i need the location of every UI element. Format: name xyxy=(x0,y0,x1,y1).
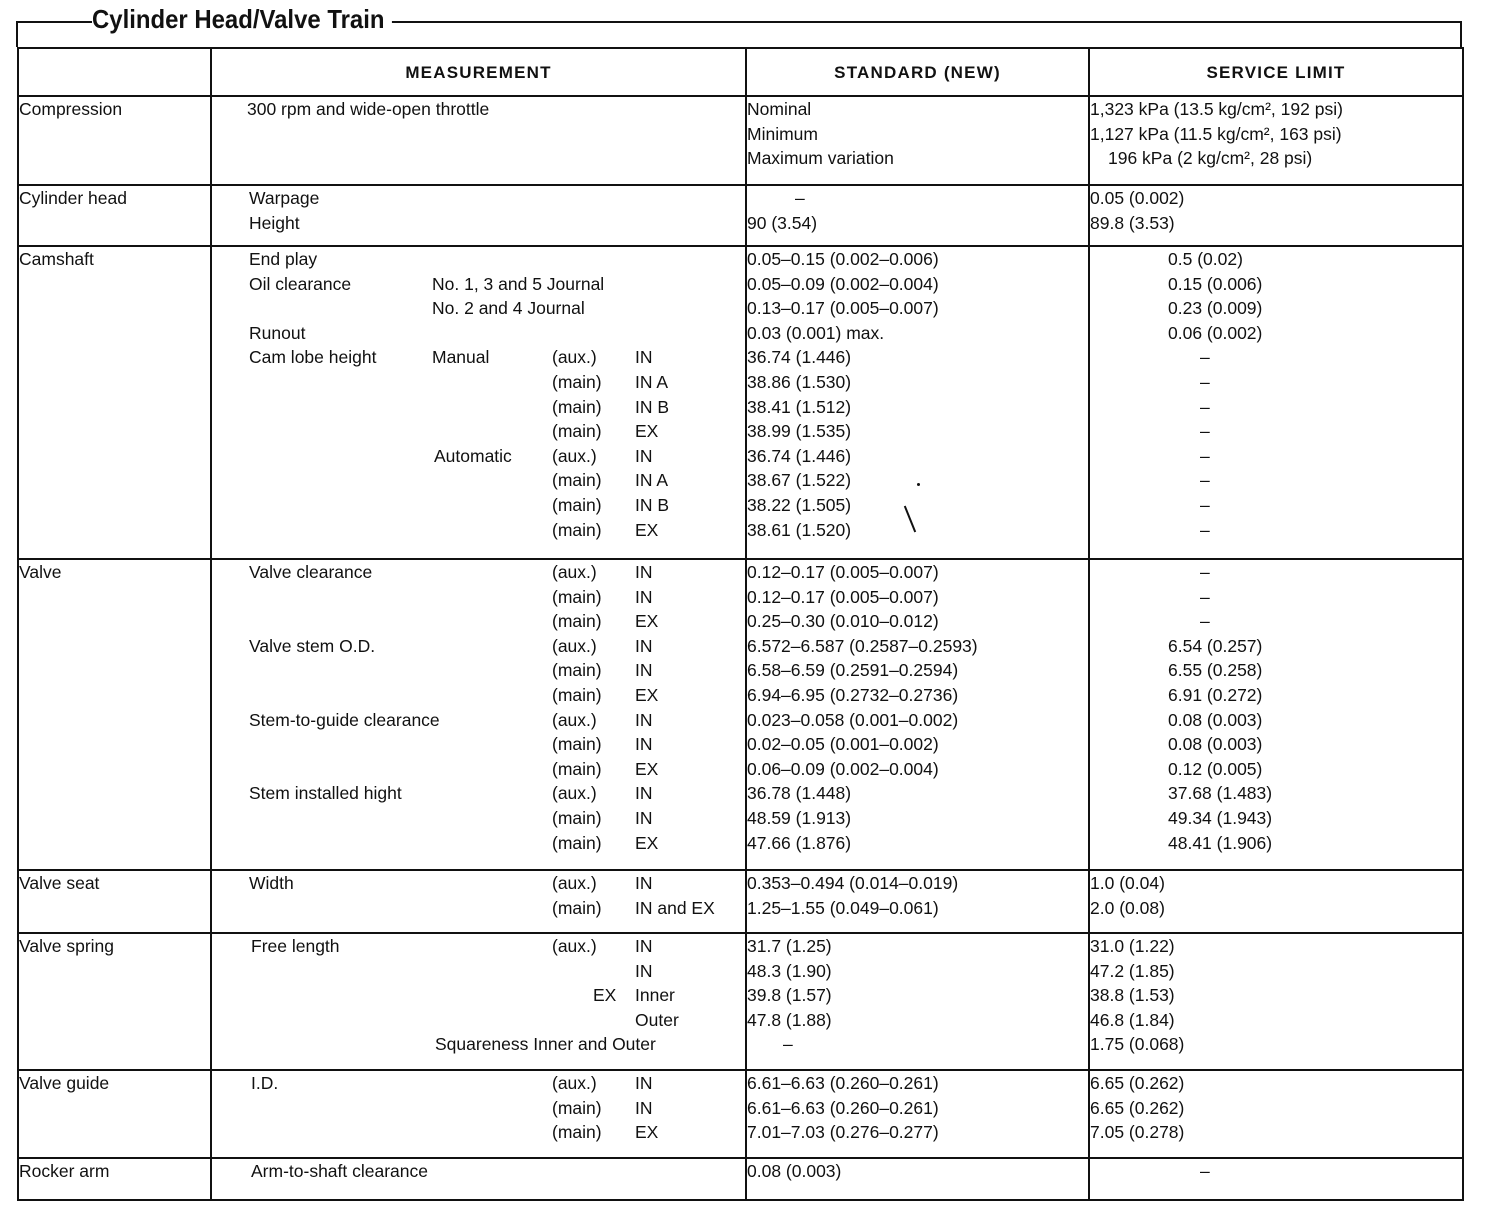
limit-value: 0.12 (0.005) xyxy=(1168,758,1263,779)
limit-value: 38.8 (1.53) xyxy=(1090,985,1175,1006)
valve-label: IN xyxy=(635,1073,653,1093)
item-label: Valve clearance xyxy=(249,562,373,582)
valve-label: EX xyxy=(635,421,659,442)
type-label: (main) xyxy=(552,660,602,681)
sub-label: Manual xyxy=(432,347,490,368)
type-label: (main) xyxy=(552,396,602,417)
limit-value: – xyxy=(1200,371,1210,392)
standard-label: Minimum xyxy=(747,123,818,144)
valve-label: IN xyxy=(635,1097,653,1118)
header-standard: STANDARD (NEW) xyxy=(746,48,1089,96)
type-label: (aux.) xyxy=(552,709,597,730)
item-label: End play xyxy=(249,249,318,269)
standard-value: 38.86 (1.530) xyxy=(747,371,852,392)
limit-cell xyxy=(1089,1158,1463,1200)
limit-value: – xyxy=(1200,396,1210,417)
standard-value: 0.023–0.058 (0.001–0.002) xyxy=(747,709,959,730)
standard-value: 1.25–1.55 (0.049–0.061) xyxy=(747,897,939,918)
standard-value: 6.61–6.63 (0.260–0.261) xyxy=(747,1073,939,1093)
section-cylinder-head xyxy=(18,185,1463,246)
type-label: (main) xyxy=(552,586,602,607)
limit-cell xyxy=(1089,185,1463,246)
section-valve-seat xyxy=(18,870,1463,933)
standard-value: 48.3 (1.90) xyxy=(747,960,832,981)
type-label: (aux.) xyxy=(552,635,597,656)
section-rocker-arm xyxy=(18,1158,1463,1200)
standard-value: 0.06–0.09 (0.002–0.004) xyxy=(747,758,939,779)
type-label: (main) xyxy=(552,519,602,540)
standard-value: 6.572–6.587 (0.2587–0.2593) xyxy=(747,635,978,656)
valve-label: IN A xyxy=(635,371,669,392)
standard-value: 36.78 (1.448) xyxy=(747,783,852,804)
standard-value: 0.05–0.15 (0.002–0.006) xyxy=(747,249,939,269)
measurement-condition: 300 rpm and wide-open throttle xyxy=(247,99,490,119)
standard-value: 6.61–6.63 (0.260–0.261) xyxy=(747,1097,939,1118)
limit-value: 37.68 (1.483) xyxy=(1168,783,1273,804)
valve-label: IN xyxy=(635,445,653,466)
limit-cell xyxy=(1089,559,1463,870)
standard-value: 48.59 (1.913) xyxy=(747,807,852,828)
type-label: (aux.) xyxy=(552,445,597,466)
limit-value: 2.0 (0.08) xyxy=(1090,897,1165,918)
type-label: (aux.) xyxy=(552,783,597,804)
type-label: (aux.) xyxy=(552,936,597,956)
standard-value: 90 (3.54) xyxy=(747,212,818,233)
type-label: (main) xyxy=(552,1122,602,1143)
limit-value: – xyxy=(1200,445,1210,466)
limit-value: 0.08 (0.003) xyxy=(1168,734,1263,755)
limit-value: 47.2 (1.85) xyxy=(1090,960,1175,981)
limit-value: – xyxy=(1200,494,1210,515)
section-camshaft xyxy=(18,246,1463,559)
standard-cell xyxy=(746,1158,1089,1200)
pen-mark-dot xyxy=(917,483,920,486)
standard-cell xyxy=(746,246,1089,559)
limit-value: 89.8 (3.53) xyxy=(1090,212,1175,233)
limit-value: – xyxy=(1200,519,1210,540)
header-row xyxy=(18,48,1463,96)
type-label: (main) xyxy=(552,421,602,442)
limit-value: 0.06 (0.002) xyxy=(1168,322,1263,343)
valve-label: IN xyxy=(635,347,653,368)
standard-value: 0.03 (0.001) max. xyxy=(747,322,885,343)
limit-value: 0.15 (0.006) xyxy=(1168,273,1263,294)
standard-value: 0.25–0.30 (0.010–0.012) xyxy=(747,611,939,632)
valve-label: IN xyxy=(635,873,653,893)
limit-value: – xyxy=(1200,470,1210,491)
valve-label: IN xyxy=(635,734,653,755)
standard-cell xyxy=(746,1070,1089,1158)
valve-label: Outer xyxy=(635,1009,679,1030)
limit-value: 7.05 (0.278) xyxy=(1090,1122,1185,1143)
type-label: (main) xyxy=(552,494,602,515)
section-valve-spring xyxy=(18,933,1463,1070)
standard-cell xyxy=(746,933,1089,1070)
standard-value: 0.08 (0.003) xyxy=(747,1161,842,1181)
standard-value: 38.99 (1.535) xyxy=(747,421,852,442)
valve-label: IN A xyxy=(635,470,669,491)
standard-cell xyxy=(746,185,1089,246)
standard-value: 36.74 (1.446) xyxy=(747,347,852,368)
section-valve-guide xyxy=(18,1070,1463,1158)
standard-cell xyxy=(746,559,1089,870)
sub-label: Automatic xyxy=(434,445,512,466)
item-label: Width xyxy=(249,873,294,893)
limit-value: 31.0 (1.22) xyxy=(1090,936,1175,956)
standard-value: 38.22 (1.505) xyxy=(747,494,852,515)
limit-cell xyxy=(1089,246,1463,559)
valve-label: IN xyxy=(635,936,653,956)
standard-label: Maximum variation xyxy=(747,148,894,169)
item-label: Arm-to-shaft clearance xyxy=(251,1161,429,1181)
measurement-cell xyxy=(211,96,746,185)
limit-value: 6.54 (0.257) xyxy=(1168,635,1263,656)
valve-label: EX xyxy=(635,611,659,632)
standard-value: 0.353–0.494 (0.014–0.019) xyxy=(747,873,959,893)
valve-label: EX xyxy=(635,758,659,779)
category-label: Valve guide xyxy=(18,1070,211,1158)
standard-label: Nominal xyxy=(747,99,812,119)
limit-value: – xyxy=(1200,1161,1210,1181)
category-label: Cylinder head xyxy=(18,185,211,246)
measurement-cell xyxy=(211,246,746,559)
standard-value: 6.58–6.59 (0.2591–0.2594) xyxy=(747,660,959,681)
category-label: Valve seat xyxy=(18,870,211,933)
standard-value: 0.13–0.17 (0.005–0.007) xyxy=(747,298,939,319)
limit-value: – xyxy=(1200,562,1210,582)
type-label: (aux.) xyxy=(552,1073,597,1093)
measurement-cell xyxy=(211,1070,746,1158)
limit-value: 6.65 (0.262) xyxy=(1090,1097,1185,1118)
item-label: I.D. xyxy=(251,1073,279,1093)
standard-value: 39.8 (1.57) xyxy=(747,985,832,1006)
valve-label: IN B xyxy=(635,494,670,515)
limit-value: – xyxy=(1200,347,1210,368)
type-label: EX xyxy=(593,985,617,1006)
standard-value: 47.66 (1.876) xyxy=(747,832,852,853)
limit-cell xyxy=(1089,96,1463,185)
type-label: (main) xyxy=(552,371,602,392)
limit-value: 1,323 kPa (13.5 kg/cm², 192 psi) xyxy=(1090,99,1343,119)
type-label: (aux.) xyxy=(552,347,597,368)
type-label: (main) xyxy=(552,758,602,779)
item-label: Height xyxy=(249,212,300,233)
standard-value: 47.8 (1.88) xyxy=(747,1009,832,1030)
valve-label: EX xyxy=(635,519,659,540)
valve-label: Inner xyxy=(635,985,675,1006)
item-label: Squareness Inner and Outer xyxy=(435,1034,656,1055)
standard-value: 0.02–0.05 (0.001–0.002) xyxy=(747,734,939,755)
limit-value: 48.41 (1.906) xyxy=(1168,832,1273,853)
type-label: (main) xyxy=(552,1097,602,1118)
standard-value: 7.01–7.03 (0.276–0.277) xyxy=(747,1122,939,1143)
category-label: Camshaft xyxy=(18,246,211,559)
limit-value: – xyxy=(1200,421,1210,442)
section-title: Cylinder Head/Valve Train xyxy=(92,4,392,35)
limit-value: 0.23 (0.009) xyxy=(1168,298,1263,319)
standard-value: 38.67 (1.522) xyxy=(747,470,852,491)
measurement-cell xyxy=(211,870,746,933)
type-label: (main) xyxy=(552,832,602,853)
item-label: Runout xyxy=(249,322,306,343)
valve-label: IN xyxy=(635,562,653,582)
item-label: Warpage xyxy=(249,188,320,208)
limit-cell xyxy=(1089,1070,1463,1158)
standard-cell xyxy=(746,870,1089,933)
measurement-cell xyxy=(211,185,746,246)
valve-label: EX xyxy=(635,684,659,705)
limit-value: 6.91 (0.272) xyxy=(1168,684,1263,705)
frame-left-rule xyxy=(16,21,18,47)
valve-label: IN B xyxy=(635,396,670,417)
valve-label: IN xyxy=(635,960,653,981)
limit-value: 0.08 (0.003) xyxy=(1168,709,1263,730)
limit-cell xyxy=(1089,933,1463,1070)
section-compression xyxy=(18,96,1463,185)
limit-value: 1.0 (0.04) xyxy=(1090,873,1165,893)
item-label: Stem installed hight xyxy=(249,783,402,804)
limit-value: 6.55 (0.258) xyxy=(1168,660,1263,681)
standard-value: 0.12–0.17 (0.005–0.007) xyxy=(747,586,939,607)
standard-cell xyxy=(746,96,1089,185)
standard-value: 31.7 (1.25) xyxy=(747,936,832,956)
limit-value: 46.8 (1.84) xyxy=(1090,1009,1175,1030)
type-label: (main) xyxy=(552,684,602,705)
item-label: Cam lobe height xyxy=(249,347,377,368)
limit-cell xyxy=(1089,870,1463,933)
standard-value: 0.12–0.17 (0.005–0.007) xyxy=(747,562,939,582)
limit-value: 196 kPa (2 kg/cm², 28 psi) xyxy=(1108,148,1313,169)
valve-label: IN xyxy=(635,783,653,804)
item-label: Oil clearance xyxy=(249,273,352,294)
standard-value: – xyxy=(783,1034,793,1055)
limit-value: – xyxy=(1200,611,1210,632)
standard-value: 0.05–0.09 (0.002–0.004) xyxy=(747,273,939,294)
spec-table xyxy=(17,47,1464,1201)
item-label: Stem-to-guide clearance xyxy=(249,709,440,730)
limit-value: 1.75 (0.068) xyxy=(1090,1034,1185,1055)
category-label: Valve spring xyxy=(18,933,211,1070)
valve-label: IN xyxy=(635,660,653,681)
category-label: Rocker arm xyxy=(18,1158,211,1200)
valve-label: IN and EX xyxy=(635,897,715,918)
standard-value: 38.61 (1.520) xyxy=(747,519,852,540)
type-label: (aux.) xyxy=(552,873,597,893)
standard-value: 6.94–6.95 (0.2732–0.2736) xyxy=(747,684,959,705)
type-label: (main) xyxy=(552,897,602,918)
valve-label: IN xyxy=(635,709,653,730)
category-label: Valve xyxy=(18,559,211,870)
valve-label: IN xyxy=(635,586,653,607)
standard-value: 36.74 (1.446) xyxy=(747,445,852,466)
sub-label: No. 1, 3 and 5 Journal xyxy=(432,273,605,294)
valve-label: IN xyxy=(635,635,653,656)
standard-value: – xyxy=(795,188,805,208)
limit-value: 6.65 (0.262) xyxy=(1090,1073,1185,1093)
type-label: (main) xyxy=(552,734,602,755)
type-label: (aux.) xyxy=(552,562,597,582)
limit-value: – xyxy=(1200,586,1210,607)
section-valve xyxy=(18,559,1463,870)
measurement-cell xyxy=(211,559,746,870)
category-label: Compression xyxy=(18,96,211,185)
valve-label: EX xyxy=(635,1122,659,1143)
header-service-limit: SERVICE LIMIT xyxy=(1089,48,1463,96)
limit-value: 49.34 (1.943) xyxy=(1168,807,1273,828)
limit-value: 0.5 (0.02) xyxy=(1168,249,1243,269)
limit-value: 1,127 kPa (11.5 kg/cm², 163 psi) xyxy=(1090,123,1342,144)
frame-right-rule xyxy=(1460,21,1462,47)
measurement-cell xyxy=(211,933,746,1070)
item-label: Free length xyxy=(251,936,340,956)
type-label: (main) xyxy=(552,611,602,632)
item-label: Valve stem O.D. xyxy=(249,635,376,656)
valve-label: IN xyxy=(635,807,653,828)
sub-label: No. 2 and 4 Journal xyxy=(432,298,585,319)
valve-label: EX xyxy=(635,832,659,853)
header-category xyxy=(18,48,211,96)
limit-value: 0.05 (0.002) xyxy=(1090,188,1185,208)
measurement-cell xyxy=(211,1158,746,1200)
header-measurement: MEASUREMENT xyxy=(211,48,746,96)
type-label: (main) xyxy=(552,807,602,828)
type-label: (main) xyxy=(552,470,602,491)
standard-value: 38.41 (1.512) xyxy=(747,396,852,417)
